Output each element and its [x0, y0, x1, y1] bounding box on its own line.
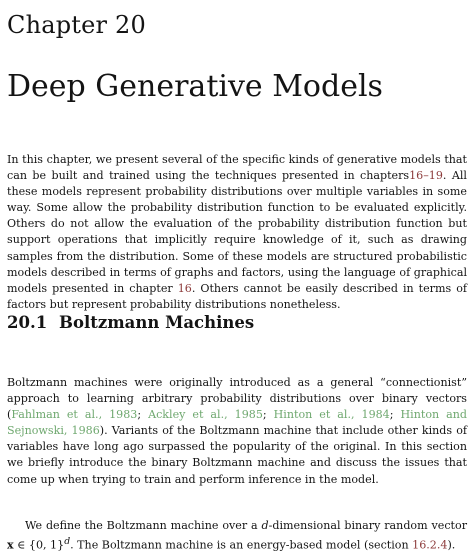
- intro-text-c: . Others cannot be easily described in terms of factors but represent probability distributions nonetheless.: [7, 281, 467, 311]
- section-heading: [7, 312, 254, 334]
- intro-paragraph: [7, 152, 467, 313]
- chapter-title: Deep Generative Models: [7, 69, 383, 104]
- citation-link[interactable]: Hinton and Sejnowski, 1986: [7, 408, 468, 438]
- boltzmann-paragraph: [7, 375, 467, 488]
- chapter-reference-link[interactable]: 16: [177, 281, 192, 295]
- definition-text-a: We define the Boltzmann machine over a: [25, 519, 262, 532]
- definition-text-b: -dimensional binary random vector: [268, 519, 467, 532]
- citation-link[interactable]: Fahlman et al., 1983: [11, 408, 138, 422]
- math-d: d: [261, 519, 269, 532]
- definition-paragraph: [7, 518, 467, 554]
- definition-text-c: . The Boltzmann machine is an energy-based model (section: [70, 538, 413, 552]
- intro-text-b: . All these models represent probability distributions over multiple variables in some way. Some allow the probability distribution function to be evaluated explicitly. Others do not allow the evaluation of the probability distribution function but support operations that implicitly require knowledge of it, such as drawing samples from the distribution. Some of these models are structured probabilistic models described in terms of graphs and factors, using the language of graphical models presented in chapter: [7, 169, 467, 295]
- section-reference-link[interactable]: 16.2.4: [412, 538, 448, 552]
- section-title: Boltzmann Machines: [59, 313, 255, 332]
- boltzmann-text-a: Boltzmann machines were originally introduced as a general “connectionist” approach to learning arbitrary probability distributions over binary vectors (: [7, 376, 467, 422]
- math-set: ∈ {0, 1}: [13, 538, 65, 552]
- citation-link[interactable]: Hinton et al., 1984: [273, 408, 390, 422]
- math-superscript-d: d: [64, 536, 71, 548]
- definition-text-e: ).: [447, 538, 456, 552]
- boltzmann-text-b: ). Variants of the Boltzmann machine that include other kinds of variables have long ago surpassed the popularity of the original. In this section we briefly introduce the binary Boltzmann machine and discuss the issues that come up when trying to train and perform inference in the model.: [7, 424, 467, 486]
- chapter-label: Chapter 20: [7, 11, 146, 39]
- chapters-reference-link[interactable]: 16–19: [409, 169, 443, 183]
- math-vector-x: x: [7, 538, 14, 552]
- citation-separator: ;: [262, 408, 274, 422]
- section-number: 20.1: [7, 313, 48, 332]
- citation-separator: ;: [137, 408, 149, 422]
- citation-separator: ;: [389, 408, 401, 422]
- intro-text-a: In this chapter, we present several of the specific kinds of generative models that can be built and trained using the techniques presented in chapters: [7, 153, 467, 183]
- citation-link[interactable]: Ackley et al., 1985: [148, 408, 263, 422]
